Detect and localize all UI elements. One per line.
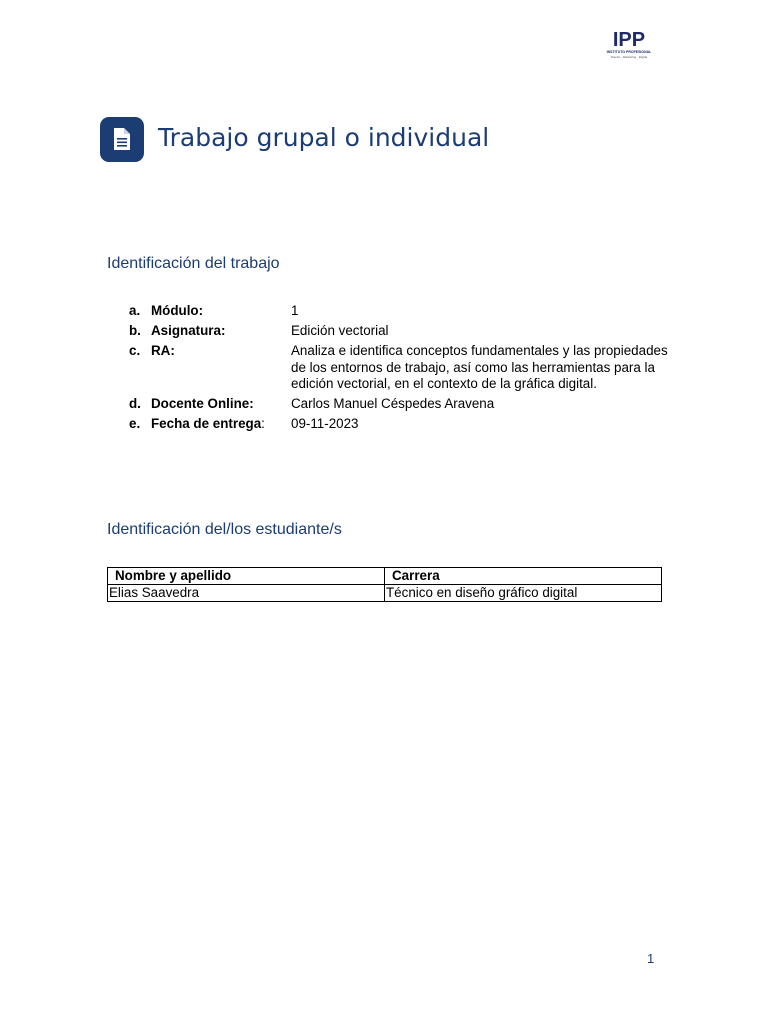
column-header-name: Nombre y apellido (108, 568, 385, 585)
logo-mark: IPP (612, 29, 646, 51)
page-number: 1 (647, 951, 655, 966)
info-value: 1 (291, 303, 299, 318)
info-value: Carlos Manuel Céspedes Aravena (291, 396, 495, 411)
logo-subtitle: INSTITUTO PROFESIONAL (606, 50, 652, 54)
document-icon (100, 117, 144, 162)
list-marker: c. (129, 343, 141, 358)
info-value: 09-11-2023 (291, 416, 359, 431)
page-title: Trabajo grupal o individual (158, 123, 490, 152)
info-label-text: Fecha de entrega (151, 416, 262, 431)
info-label-colon: : (261, 416, 265, 431)
info-label: Docente Online: (151, 396, 254, 411)
list-marker: e. (129, 416, 141, 431)
student-name-cell: Elias Saavedra (108, 585, 385, 602)
work-identification-heading: Identificación del trabajo (107, 255, 280, 272)
table-header-row (108, 568, 662, 585)
info-row-module (129, 303, 669, 320)
students-heading: Identificación del/los estudiante/s (107, 521, 342, 538)
file-text-icon (112, 127, 132, 151)
students-table (107, 567, 662, 602)
info-row-teacher (129, 396, 669, 413)
list-marker: d. (129, 396, 141, 411)
list-marker: a. (129, 303, 141, 318)
info-label (151, 416, 265, 433)
info-label: Asignatura: (151, 323, 226, 338)
info-value: Edición vectorial (291, 323, 389, 338)
table-row (108, 585, 662, 602)
info-row-due-date (129, 416, 669, 433)
info-label: RA: (151, 343, 175, 358)
logo-tagline: Diseño · Marketing · Digital (610, 55, 648, 59)
info-value: Analiza e identifica conceptos fundamentales y las propiedades de los entornos de trabajo, así como las herramientas para la edición vectorial, en el contexto de la gráfica digital. (291, 343, 668, 391)
info-row-subject (129, 323, 669, 340)
institution-logo (598, 30, 660, 64)
info-label: Módulo: (151, 303, 204, 318)
work-info-list (129, 303, 669, 436)
student-career-cell: Técnico en diseño gráfico digital (385, 585, 662, 602)
column-header-career: Carrera (385, 568, 662, 585)
info-row-ra (129, 343, 669, 393)
list-marker: b. (129, 323, 141, 338)
